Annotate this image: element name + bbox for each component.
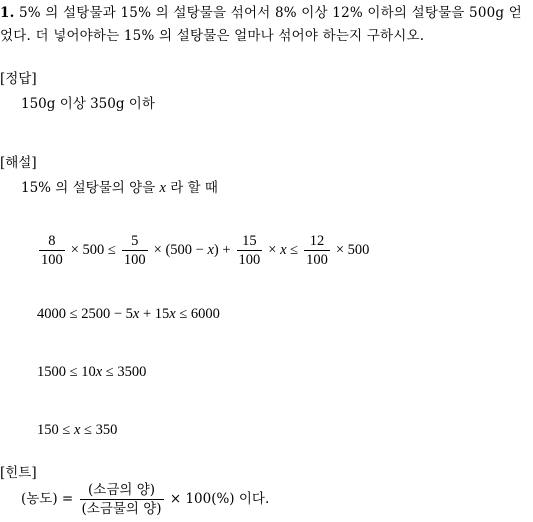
solution-intro: 15% 의 설탕물의 양을 x 라 할 때 xyxy=(21,180,218,196)
concentration-fraction: $\frac{\text{(소금의 양)}}{\text{(소금물의 양)}}$ xyxy=(81,482,162,517)
answer-text: 150g 이상 350g 이하 xyxy=(21,96,155,112)
fraction-12-100: $\frac{12}{100}$ xyxy=(306,233,328,268)
inequality-setup: $\frac{8}{100}$ × 500 ≤ $\frac{5}{100}$ × (500 − x) + $\frac{15}{100}$ × x ≤ $\frac{12}{100}$ × 500 xyxy=(41,233,370,268)
fraction-5-100: $\frac{5}{100}$ xyxy=(123,233,146,268)
problem-statement xyxy=(0,2,528,48)
solution-label: [해설] xyxy=(0,155,37,171)
answer-label: [정답] xyxy=(0,71,37,87)
inequality-expanded: 4000 ≤ 2500 − 5x + 15x ≤ 6000 xyxy=(37,306,220,322)
hint-formula: (농도) = $\frac{\text{(소금의 양)}}{\text{(소금물의 양)}}$ × 100(%) 이다. xyxy=(21,482,270,517)
hint-label: [힌트] xyxy=(0,465,37,481)
problem-text: 5% 의 설탕물과 15% 의 설탕물을 섞어서 8% 이상 12% 이하의 설탕물을 500g 얻었다. 더 넣어야하는 15% 의 설탕물은 얼마나 섞어야 하는지 구하시오. xyxy=(0,5,522,44)
fraction-15-100: $\frac{15}{100}$ xyxy=(238,233,261,268)
inequality-result: 150 ≤ x ≤ 350 xyxy=(37,422,118,438)
problem-number: 1. xyxy=(0,5,15,21)
inequality-simplified: 1500 ≤ 10x ≤ 3500 xyxy=(37,364,147,380)
fraction-8-100: $\frac{8}{100}$ xyxy=(41,233,63,268)
